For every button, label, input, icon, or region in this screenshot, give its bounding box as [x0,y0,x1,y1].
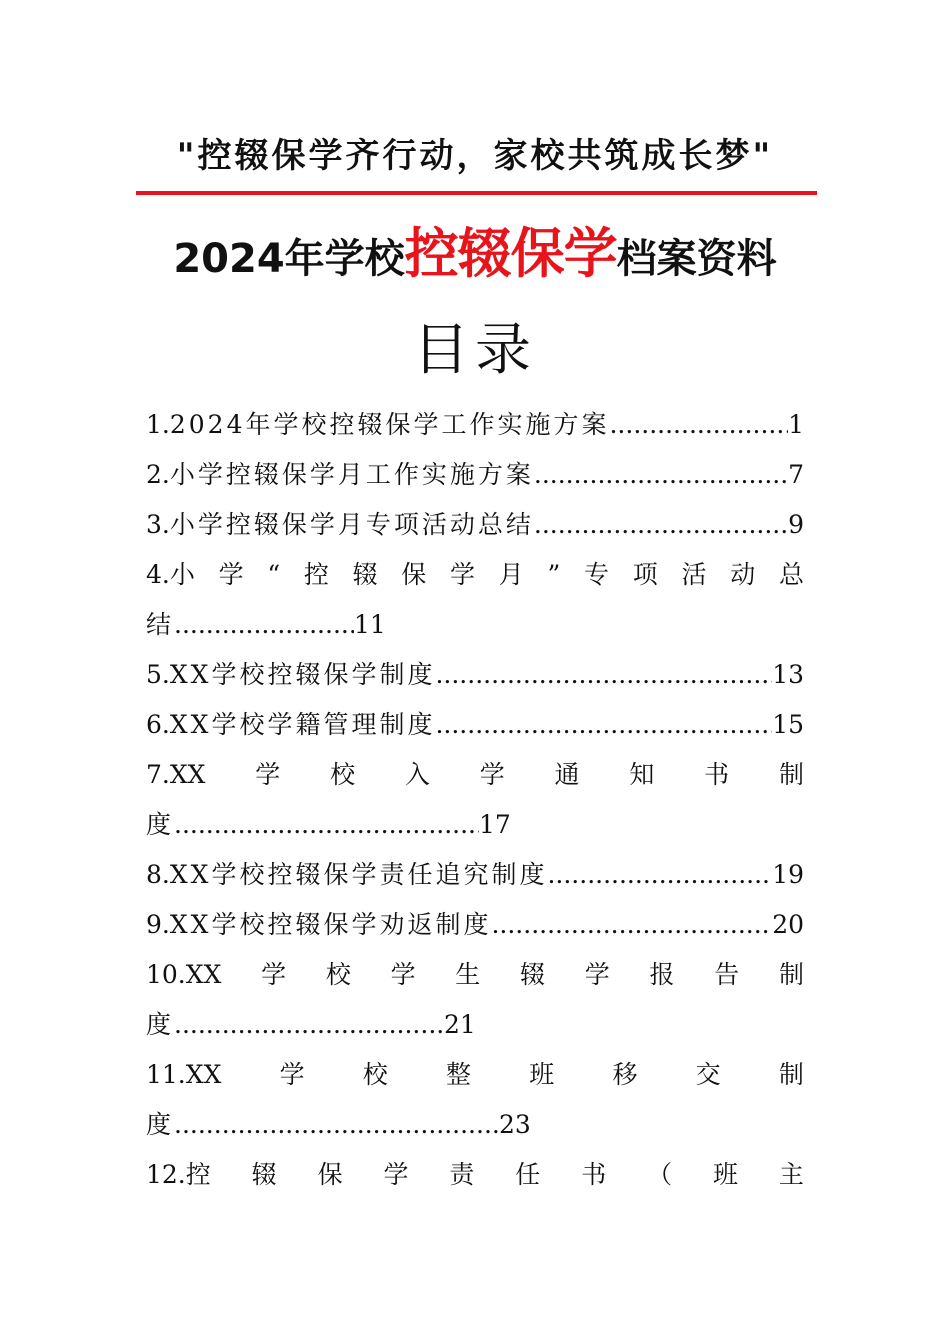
toc-entry-page: 21 [444,1010,476,1039]
toc-entry-char: 辍 [352,560,378,589]
toc-entry-char: 学 [279,1060,305,1089]
toc-entry-char: 知 [629,760,655,789]
toc-entry-page: 19 [772,860,804,889]
toc-entry-char: 入 [404,760,430,789]
toc-entry-title: 小学控辍保学月专项活动总结 [169,510,534,539]
toc-entry-number: 9. [146,910,170,939]
toc-entry-number [146,950,221,1000]
toc-entry[interactable] [146,400,804,450]
toc-entry-number [146,1050,221,1100]
toc-entry-char: XX [169,760,206,789]
toc-entry-page: 23 [499,1110,531,1139]
toc-entry-char: 任 [515,1160,541,1189]
toc-entry-page: 13 [772,660,804,689]
toc-entry-char: 控 [303,560,329,589]
toc-entry-continuation [146,600,804,650]
toc-entry-char: 学 [450,560,476,589]
toc-entry-title: 小学控辍保学月工作实施方案 [169,460,534,489]
toc-entry-char: XX [185,960,222,989]
toc-entry-char: 制 [778,760,804,789]
toc-entry[interactable] [146,450,804,500]
toc-heading: 目录 [413,318,537,383]
toc-entry-char: 班 [713,1160,739,1189]
toc-entry-title-end: 度 [146,810,175,839]
toc-leader-dots [435,700,772,750]
toc-entry-char: 整 [446,1060,472,1089]
toc-entry-char: 学 [584,960,610,989]
toc-entry[interactable] [146,500,804,550]
toc-entry-number: 5. [146,660,170,689]
toc-entry-char: 学 [383,1160,409,1189]
toc-entry-continuation [146,1100,804,1150]
toc-entry-title-end: 度 [146,1010,175,1039]
toc-entry[interactable] [146,1050,804,1100]
toc-entry-char: 制 [778,960,804,989]
red-divider-rule [136,191,817,195]
toc-leader-dots [534,450,788,500]
toc-leader-dots [174,600,354,650]
toc-entry-char: 月 [498,560,524,589]
toc-entry-char: 项 [632,560,658,589]
toc-leader-dots [609,400,788,450]
toc-entry-char: 书 [704,760,730,789]
toc-entry-title: 2024年学校控辍保学工作实施方案 [169,410,610,439]
toc-entry-char: 制 [778,1060,804,1089]
toc-entry-char: 交 [695,1060,721,1089]
toc-entry-title-end: 结 [146,610,175,639]
toc-entry-char: 移 [612,1060,638,1089]
table-of-contents [146,400,804,1200]
toc-entry-char: 班 [529,1060,555,1089]
toc-entry-char: 校 [362,1060,388,1089]
toc-entry-number [146,550,195,600]
toc-entry-char: 辍 [520,960,546,989]
toc-entry-char: 告 [714,960,740,989]
toc-entry-title-end: 度 [146,1110,175,1139]
title-prefix: 2024年学校 [173,236,405,282]
toc-entry-char: 学 [390,960,416,989]
toc-entry-number: 6. [146,710,170,739]
toc-entry-char: 学 [218,560,244,589]
toc-leader-dots [435,650,772,700]
toc-leader-dots [534,500,788,550]
toc-entry-number-text: 10. [146,960,186,989]
toc-entry-char: 通 [554,760,580,789]
toc-entry-page: 11 [354,610,386,639]
title-highlight: 控辍保学 [404,222,617,285]
toc-entry-number-text: 7. [146,760,170,789]
toc-entry-title: XX学校学籍管理制度 [169,710,436,739]
toc-entry[interactable] [146,650,804,700]
toc-entry-number: 3. [146,510,170,539]
toc-entry-title: XX学校控辍保学制度 [169,660,436,689]
toc-leader-dots [174,1100,499,1150]
toc-entry-number [146,750,205,800]
toc-entry-char: 责 [449,1160,475,1189]
toc-entry-char: 动 [730,560,756,589]
toc-entry[interactable] [146,950,804,1000]
toc-entry-char: 学 [255,760,281,789]
toc-entry-title: XX学校控辍保学劝返制度 [169,910,492,939]
toc-entry-char: 主 [778,1160,804,1189]
toc-entry-char: 保 [317,1160,343,1189]
toc-entry-number-text: 12. [146,1160,186,1189]
toc-entry[interactable] [146,850,804,900]
toc-entry-char: 学 [479,760,505,789]
toc-entry[interactable] [146,750,804,800]
toc-entry-number: 2. [146,460,170,489]
toc-leader-dots [547,850,772,900]
toc-entry-page: 17 [479,810,511,839]
toc-entry-page: 15 [772,710,804,739]
toc-entry-char: 专 [584,560,610,589]
toc-entry[interactable] [146,900,804,950]
toc-entry-number: 1. [146,410,170,439]
toc-leader-dots [174,1000,444,1050]
toc-entry[interactable] [146,700,804,750]
toc-entry-char: 总 [778,560,804,589]
toc-entry-continuation [146,1000,804,1050]
toc-entry-number: 8. [146,860,170,889]
toc-entry-char: （ [647,1160,673,1189]
toc-entry-char: 校 [325,960,351,989]
toc-entry[interactable] [146,550,804,600]
toc-entry-char: 生 [455,960,481,989]
toc-entry-char: 活 [681,560,707,589]
toc-leader-dots [491,900,772,950]
toc-entry-number-text: 4. [146,560,170,589]
document-title [0,216,950,297]
toc-entry-char: 书 [581,1160,607,1189]
toc-entry-char: 辍 [251,1160,277,1189]
toc-entry-char: 小 [169,560,195,589]
toc-entry-char: 报 [649,960,675,989]
toc-leader-dots [174,800,479,850]
slogan: "控辍保学齐行动，家校共筑成长梦" [176,136,774,176]
toc-entry-char: 保 [401,560,427,589]
toc-entry-char: 校 [330,760,356,789]
toc-entry-page: 20 [772,910,804,939]
toc-entry-char: “ [267,560,281,589]
toc-entry-page: 1 [788,410,804,439]
toc-entry-char: 学 [261,960,287,989]
toc-entry-number-text: 11. [146,1060,186,1089]
toc-entry-char: 控 [185,1160,211,1189]
toc-entry[interactable] [146,1150,804,1200]
toc-entry-page: 9 [788,510,804,539]
toc-entry-continuation [146,800,804,850]
toc-entry-char: ” [547,560,561,589]
toc-entry-number [146,1150,211,1200]
title-suffix: 档案资料 [616,236,777,282]
toc-entry-page: 7 [788,460,804,489]
toc-entry-title: XX学校控辍保学责任追究制度 [169,860,548,889]
toc-entry-char: XX [185,1060,222,1089]
